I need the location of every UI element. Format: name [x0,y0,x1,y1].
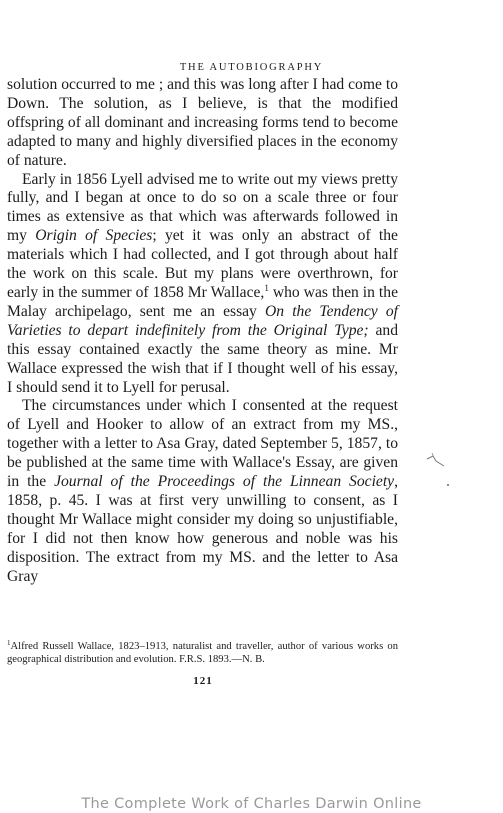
journal-title: Journal of the Proceedings of the Linnean Society [54,473,395,491]
paragraph-3-text-c: , 1858, p. 45. I was at first very unwilling to consent, as I thought Mr Wallace might consider my doing so unjustifiable, for I did not then know how generous and noble was his disposition. The extract from my MS. and the letter to Asa Gray [7,473,398,585]
paragraph-2-text-c: ; yet it was only an abstract of the materials which I had collected, and I got through about half the work on this scale. But my plans were overthrown, for early in the summer of 1858 Mr Wallace, [7,227,398,301]
page-number: 121 [193,675,213,687]
footnote-marker[interactable]: 1 [264,282,269,293]
margin-dot [447,484,449,486]
footnote-text: Alfred Russell Wallace, 1823–1913, naturalist and traveller, author of various works on geographical distribution and evolution. F.R.S. 1893.—N. B. [7,641,398,665]
paragraph-3 [7,397,398,586]
running-head: THE AUTOBIOGRAPHY [179,62,324,73]
essay-title: On the Tendency of Varieties to depart indefinitely from the Original Type; [7,302,398,339]
pencil-margin-mark [424,450,446,472]
footnote [7,640,398,666]
paragraph-1: solution occurred to me ; and this was long after I had come to Down. The solution, as I believe, is that the modified offspring of all dominant and increasing forms tend to become adapted to many and highly diversified places in the economy of nature. [7,76,398,169]
paragraph-2-text-d: who was then in the Malay archipelago, sent me an essay [7,283,398,320]
paragraph-2-text-f: and this essay contained exactly the same theory as mine. Mr Wallace expressed the wish that if I thought well of his essay, I should send it to Lyell for perusal. [7,321,398,396]
watermark: The Complete Work of Charles Darwin Online [81,796,422,812]
book-title-origin: Origin of Species [35,227,153,245]
footnote-number: 1 [7,639,11,647]
paragraph-2 [7,171,398,398]
paragraph-3-text-a: The circumstances under which I consented at the request of Lyell and Hooker to allow of an extract from my MS., together with a letter to Asa Gray, dated September 5, 1857, to be published at the same time with Wallace's Essay, are given in the [7,397,398,491]
paragraph-2-text-a: Early in 1856 Lyell advised me to write out my views pretty fully, and I began at once to do so on a scale three or four times as extensive as that which was afterwards followed in my [7,170,398,245]
body-text [7,76,398,586]
